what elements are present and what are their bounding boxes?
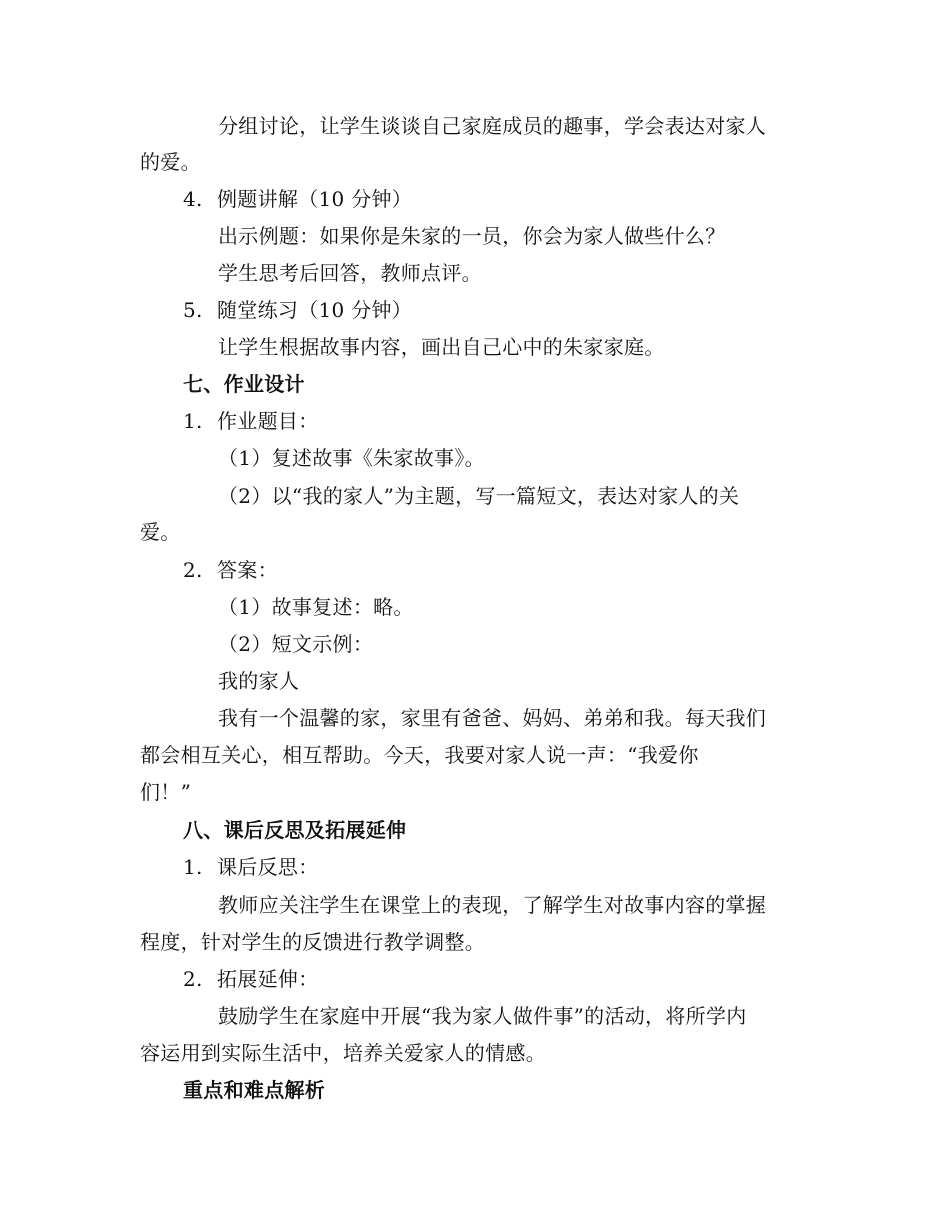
paragraph-line: 学生思考后回答，教师点评。 xyxy=(218,261,482,285)
paragraph-line: 们！” xyxy=(140,780,192,804)
paragraph-line: 鼓励学生在家庭中开展“我为家人做件事”的活动，将所学内 xyxy=(218,1004,747,1028)
list-number: 4. xyxy=(183,187,203,211)
list-item-1 xyxy=(183,853,319,881)
list-item-text: 随堂练习（10 分钟） xyxy=(217,298,413,322)
paragraph-line: （2）短文示例： xyxy=(218,632,374,656)
list-item-text: 答案： xyxy=(217,558,278,582)
section-heading: 八、课后反思及拓展延伸 xyxy=(183,818,407,842)
paragraph-line: 教师应关注学生在课堂上的表现，了解学生对故事内容的掌握 xyxy=(218,893,767,917)
list-number: 5. xyxy=(183,298,203,322)
paragraph-line: （1）故事复述：略。 xyxy=(218,595,414,619)
section-heading: 重点和难点解析 xyxy=(183,1078,326,1102)
list-item-5 xyxy=(183,296,412,324)
list-item-4 xyxy=(183,185,412,213)
list-number: 2. xyxy=(183,558,203,582)
list-number: 1. xyxy=(183,409,203,433)
list-item-text: 例题讲解（10 分钟） xyxy=(217,187,413,211)
list-item-2 xyxy=(183,965,319,993)
list-item-text: 作业题目： xyxy=(217,409,319,433)
essay-title: 我的家人 xyxy=(218,669,300,693)
paragraph-line: 程度，针对学生的反馈进行教学调整。 xyxy=(140,930,486,954)
list-item-text: 拓展延伸： xyxy=(217,967,319,991)
paragraph-line: 我有一个温馨的家，家里有爸爸、妈妈、弟弟和我。每天我们 xyxy=(218,706,767,730)
paragraph-line: （1）复述故事《朱家故事》。 xyxy=(218,446,485,470)
section-heading: 七、作业设计 xyxy=(183,372,305,396)
paragraph-line: 出示例题：如果你是朱家的一员，你会为家人做些什么？ xyxy=(218,224,726,248)
paragraph-line: 分组讨论，让学生谈谈自己家庭成员的趣事，学会表达对家人 xyxy=(218,114,767,138)
list-item-1 xyxy=(183,407,319,435)
list-item-2 xyxy=(183,556,278,584)
list-number: 1. xyxy=(183,855,203,879)
paragraph-line: 爱。 xyxy=(140,520,181,544)
list-number: 2. xyxy=(183,967,203,991)
paragraph-line: 的爱。 xyxy=(140,150,201,174)
paragraph-line: 都会相互关心，相互帮助。今天，我要对家人说一声：“我爱你 xyxy=(140,743,699,767)
paragraph-line: （2）以“我的家人”为主题，写一篇短文，表达对家人的关 xyxy=(218,484,740,508)
list-item-text: 课后反思： xyxy=(217,855,319,879)
paragraph-line: 让学生根据故事内容，画出自己心中的朱家家庭。 xyxy=(218,335,665,359)
paragraph-line: 容运用到实际生活中，培养关爱家人的情感。 xyxy=(140,1041,546,1065)
